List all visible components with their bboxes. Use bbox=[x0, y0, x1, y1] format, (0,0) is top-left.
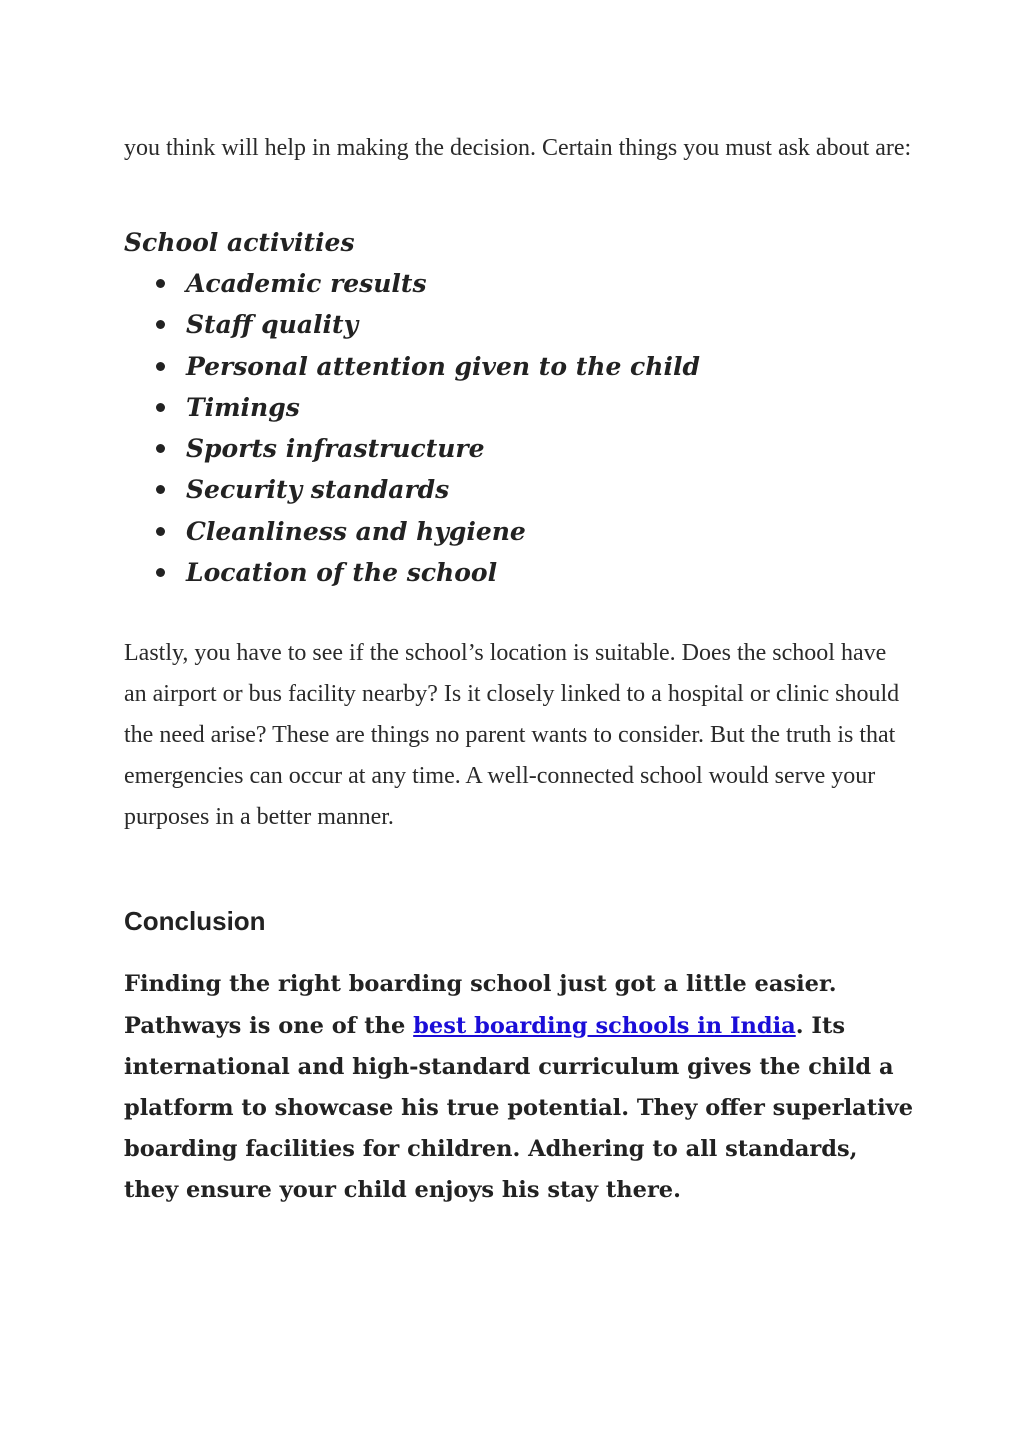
list-item bbox=[156, 552, 914, 593]
bullet-icon bbox=[156, 527, 165, 536]
bullet-icon bbox=[156, 279, 165, 288]
conclusion-heading: Conclusion bbox=[124, 906, 266, 937]
list-item bbox=[156, 304, 914, 345]
list-item bbox=[156, 511, 914, 552]
best-boarding-schools-link[interactable]: best boarding schools in India bbox=[413, 1012, 796, 1039]
list-item-label: Sports infrastructure bbox=[186, 434, 485, 464]
bullet-icon bbox=[156, 485, 165, 494]
conclusion-text-end: . Its international and high-standard curriculum gives the child a platform to showcase his true potential. They offer superlative boarding facilities for children. Adhering to all standards, they ensure your child enjoys his stay there. bbox=[124, 1012, 914, 1204]
location-paragraph: Lastly, you have to see if the school’s location is suitable. Does the school have an airport or bus facility nearby? Is it closely linked to a hospital or clinic should the need arise? These are things no parent wants to consider. But the truth is that emergencies can occur at any time. A well-connected school would serve your purposes in a better manner. bbox=[124, 640, 900, 831]
list-item bbox=[156, 387, 914, 428]
list-item-label: Location of the school bbox=[186, 558, 498, 588]
conclusion-paragraph bbox=[124, 964, 914, 1211]
list-item-label: Personal attention given to the child bbox=[186, 351, 700, 381]
list-item bbox=[156, 428, 914, 469]
list-item-label: Cleanliness and hygiene bbox=[186, 516, 526, 546]
bullet-icon bbox=[156, 568, 165, 577]
list-item-label: Timings bbox=[186, 392, 300, 422]
bullet-icon bbox=[156, 320, 165, 329]
bullet-icon bbox=[156, 444, 165, 453]
bullet-icon bbox=[156, 403, 165, 412]
list-item-label: Academic results bbox=[186, 269, 427, 298]
list-item-label: Security standards bbox=[186, 475, 450, 505]
intro-paragraph: you think will help in making the decision. Certain things you must ask about are: bbox=[124, 135, 912, 161]
list-item-label: Staff quality bbox=[186, 310, 359, 340]
checklist bbox=[124, 263, 914, 593]
bullet-icon bbox=[156, 362, 165, 371]
checklist-heading: School activities bbox=[124, 228, 355, 257]
list-item bbox=[156, 346, 914, 387]
document-page bbox=[124, 128, 914, 1212]
list-item bbox=[156, 263, 914, 304]
conclusion-text-start: Finding the right boarding school just got a little easier. Pathways is one of the bbox=[124, 971, 837, 1039]
list-item bbox=[156, 469, 914, 510]
